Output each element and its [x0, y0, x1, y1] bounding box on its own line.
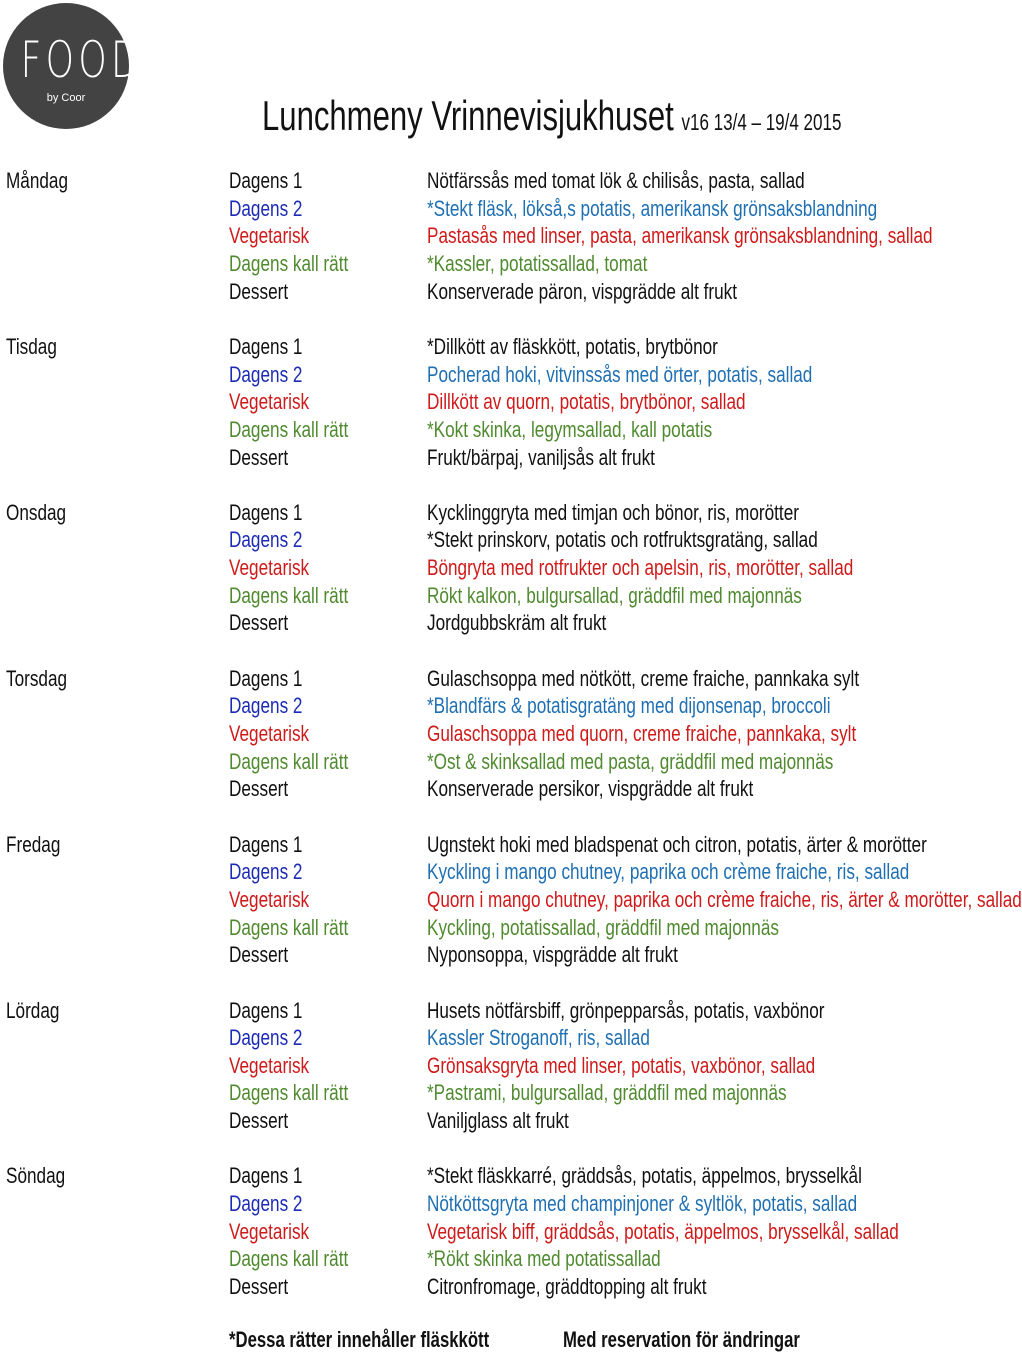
dish-text: Kycklinggryta med timjan och bönor, ris, morötter [427, 499, 799, 525]
menu-row [0, 222, 960, 249]
category-label: Dagens 2 [229, 1025, 303, 1051]
logo-sub: by Coor [46, 92, 86, 104]
category-label: Dagens 2 [229, 859, 303, 885]
day-label: Måndag [6, 168, 69, 193]
category-label: Dagens kall rätt [229, 582, 349, 608]
menu-row [0, 444, 960, 471]
menu-row [0, 914, 960, 941]
dish-text: *Stekt fläsk, lökså,s potatis, amerikansk grönsaksblandning [427, 195, 878, 221]
category-label: Dagens 1 [229, 499, 303, 525]
dish-text: *Pastrami, bulgursallad, gräddfil med majonnäs [427, 1080, 787, 1106]
category-label: Dagens kall rätt [229, 1080, 349, 1106]
logo-word: FOOD [20, 31, 144, 89]
dish-text: *Rökt skinka med potatissallad [427, 1246, 661, 1272]
day-label: Onsdag [6, 499, 67, 525]
dish-text: Citronfromage, gräddtopping alt frukt [427, 1274, 707, 1299]
category-label: Dagens 2 [229, 693, 303, 719]
pork-note: *Dessa rätter innehåller fläskkött [229, 1327, 490, 1352]
menu-row [0, 167, 960, 194]
menu-row [0, 582, 960, 609]
menu-row [0, 997, 960, 1024]
dish-text: Grönsaksgryta med linser, potatis, vaxbönor, sallad [427, 1052, 816, 1078]
day-label: Torsdag [6, 665, 68, 691]
dish-text: Rökt kalkon, bulgursallad, gräddfil med majonnäs [427, 582, 802, 608]
dish-text: Quorn i mango chutney, paprika och crème fraiche, ris, ärter & morötter, sallad [427, 886, 1022, 912]
menu-row [0, 886, 1022, 913]
dish-text: Dillkött av quorn, potatis, brytbönor, sallad [427, 389, 746, 415]
menu-row [0, 388, 960, 415]
dish-text: Gulaschsoppa med nötkött, creme fraiche, pannkaka sylt [427, 665, 860, 691]
menu-row [0, 609, 960, 636]
dish-text: Vaniljglass alt frukt [427, 1108, 569, 1134]
dish-text: Vegetarisk biff, gräddsås, potatis, äppelmos, brysselkål, sallad [427, 1218, 899, 1244]
menu-row [0, 1079, 960, 1106]
dish-text: Husets nötfärsbiff, grönpepparsås, potatis, vaxbönor [427, 997, 825, 1023]
dish-text: *Ost & skinksallad med pasta, gräddfil med majonnäs [427, 748, 834, 774]
page-title [262, 92, 841, 146]
dish-text: *Kassler, potatissallad, tomat [427, 250, 648, 276]
day-label: Söndag [6, 1163, 66, 1189]
dish-text: Frukt/bärpaj, vaniljsås alt frukt [427, 444, 655, 470]
menu-row [0, 1218, 960, 1245]
category-label: Dagens kall rätt [229, 1246, 349, 1272]
category-label: Dagens kall rätt [229, 748, 349, 774]
dish-text: Kyckling i mango chutney, paprika och crème fraiche, ris, sallad [427, 859, 910, 885]
menu-row [0, 554, 960, 581]
dish-text: Kyckling, potatissallad, gräddfil med majonnäs [427, 914, 779, 940]
category-label: Vegetarisk [229, 886, 310, 912]
dish-text: *Kokt skinka, legymsallad, kall potatis [427, 416, 713, 442]
menu-row [0, 278, 960, 305]
category-label: Vegetarisk [229, 721, 310, 746]
dish-text: Nötköttsgryta med champinjoner & syltlök, potatis, sallad [427, 1191, 858, 1217]
page-title-main: Lunchmeny Vrinnevisjukhuset [262, 92, 674, 139]
dish-text: Pastasås med linser, pasta, amerikansk grönsaksblandning, sallad [427, 223, 933, 249]
dish-text: Kassler Stroganoff, ris, sallad [427, 1025, 650, 1051]
page-title-week: v16 13/4 – 19/4 2015 [681, 109, 842, 135]
menu-row [0, 250, 960, 277]
category-label: Dagens 1 [229, 168, 303, 193]
menu-row [0, 775, 960, 802]
menu-row [0, 1190, 960, 1217]
food-by-coor-logo [3, 3, 144, 129]
dish-text: Böngryta med rotfrukter och apelsin, ris, morötter, sallad [427, 555, 854, 581]
category-label: Dessert [229, 444, 289, 470]
menu-row [0, 1245, 960, 1272]
category-label: Dagens 1 [229, 333, 303, 359]
menu-row [0, 1024, 960, 1051]
category-label: Vegetarisk [229, 1218, 310, 1244]
category-label: Dessert [229, 610, 289, 636]
dish-text: Pocherad hoki, vitvinssås med örter, potatis, sallad [427, 361, 813, 387]
menu-row [0, 361, 960, 388]
category-label: Dagens 1 [229, 1163, 303, 1189]
menu-row [0, 499, 960, 526]
menu-row [0, 941, 960, 968]
dish-text: Konserverade päron, vispgrädde alt frukt [427, 278, 738, 304]
dish-text: *Blandfärs & potatisgratäng med dijonsenap, broccoli [427, 693, 831, 719]
dish-text: Jordgubbskräm alt frukt [427, 610, 607, 636]
category-label: Dagens kall rätt [229, 914, 349, 940]
menu-row [0, 416, 960, 443]
category-label: Dessert [229, 942, 289, 968]
menu-row [0, 333, 960, 360]
menu-row [0, 692, 960, 719]
category-label: Dagens 1 [229, 997, 303, 1023]
category-label: Dessert [229, 1108, 289, 1134]
category-label: Dagens 2 [229, 1191, 303, 1217]
menu-row [0, 720, 960, 747]
menu-row [0, 665, 960, 692]
category-label: Vegetarisk [229, 1052, 310, 1078]
dish-text: *Dillkött av fläskkött, potatis, brytbönor [427, 333, 718, 359]
menu-row [0, 526, 960, 553]
dish-text: *Stekt prinskorv, potatis och rotfruktsgratäng, sallad [427, 527, 818, 553]
menu-row [0, 831, 960, 858]
category-label: Dagens 1 [229, 665, 303, 691]
category-label: Vegetarisk [229, 389, 310, 415]
category-label: Dagens 1 [229, 831, 303, 857]
category-label: Vegetarisk [229, 555, 310, 581]
category-label: Dagens kall rätt [229, 250, 349, 276]
category-label: Dagens 2 [229, 361, 303, 387]
category-label: Dagens 2 [229, 195, 303, 221]
menu-row [0, 748, 960, 775]
dish-text: Nötfärssås med tomat lök & chilisås, pasta, sallad [427, 168, 805, 193]
dish-text: Gulaschsoppa med quorn, creme fraiche, pannkaka, sylt [427, 721, 857, 746]
menu-row [0, 1273, 960, 1300]
category-label: Dessert [229, 776, 289, 802]
menu-row [0, 1052, 960, 1079]
dish-text: Ugnstekt hoki med bladspenat och citron, potatis, ärter & morötter [427, 831, 927, 857]
reservation-note: Med reservation för ändringar [563, 1327, 800, 1352]
category-label: Dagens kall rätt [229, 416, 349, 442]
dish-text: *Stekt fläskkarré, gräddsås, potatis, äppelmos, brysselkål [427, 1163, 862, 1189]
menu-row [0, 1162, 960, 1189]
menu-row [0, 1107, 960, 1134]
dish-text: Konserverade persikor, vispgrädde alt frukt [427, 776, 754, 802]
menu-row [0, 858, 960, 885]
category-label: Vegetarisk [229, 223, 310, 249]
menu-row [0, 195, 960, 222]
day-label: Fredag [6, 831, 61, 857]
category-label: Dagens 2 [229, 527, 303, 553]
dish-text: Nyponsoppa, vispgrädde alt frukt [427, 942, 678, 968]
day-label: Lördag [6, 997, 60, 1023]
day-label: Tisdag [6, 333, 57, 359]
category-label: Dessert [229, 1274, 289, 1299]
category-label: Dessert [229, 278, 289, 304]
